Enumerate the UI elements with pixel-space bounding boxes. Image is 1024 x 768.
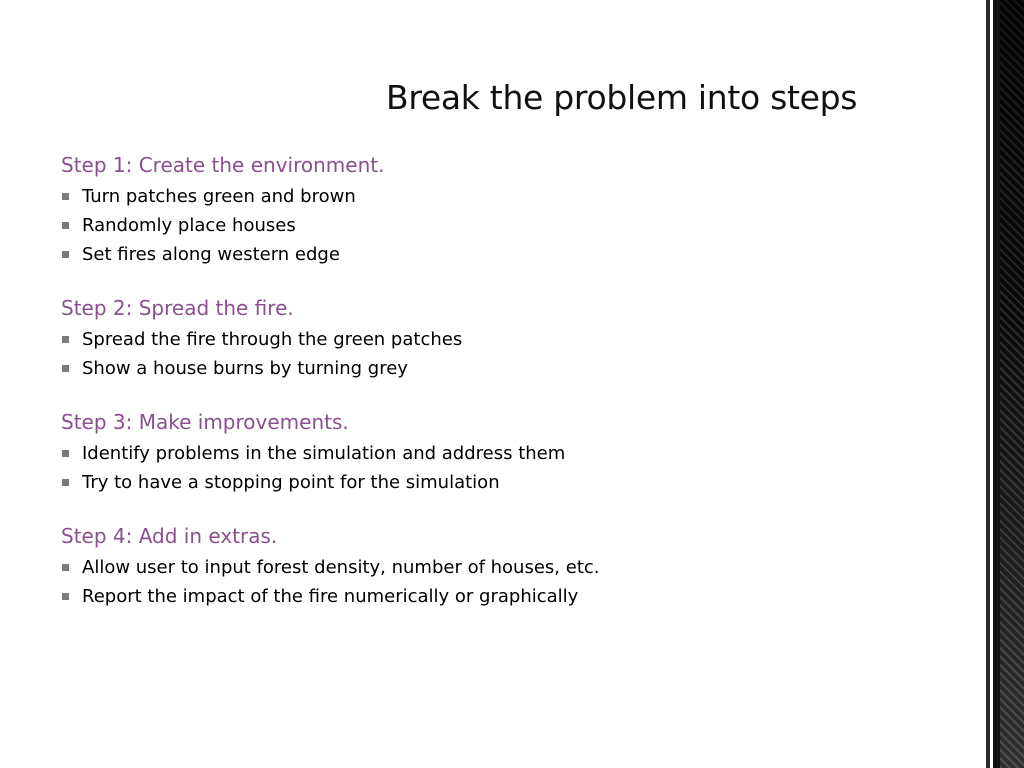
step-1-bullets (61, 182, 921, 269)
bullet-text: Identify problems in the simulation and address them (82, 443, 566, 464)
square-bullet-icon (62, 450, 69, 457)
bullet-item (61, 182, 921, 211)
step-2 (61, 291, 921, 383)
bullet-item (61, 240, 921, 269)
step-4-bullets (61, 553, 921, 611)
bullet-text: Randomly place houses (82, 215, 296, 236)
square-bullet-icon (62, 593, 69, 600)
bullet-item (61, 468, 921, 497)
step-4-heading: Step 4: Add in extras. (61, 524, 278, 548)
bullet-item (61, 211, 921, 240)
bullet-text: Show a house burns by turning grey (82, 358, 408, 379)
step-1-heading: Step 1: Create the environment. (61, 153, 385, 177)
step-4 (61, 519, 921, 611)
bullet-item (61, 439, 921, 468)
bullet-text: Spread the fire through the green patches (82, 329, 463, 350)
step-2-heading: Step 2: Spread the fire. (61, 296, 294, 320)
square-bullet-icon (62, 336, 69, 343)
step-3-heading: Step 3: Make improvements. (61, 410, 349, 434)
square-bullet-icon (62, 222, 69, 229)
bullet-item (61, 553, 921, 582)
border-shading (1000, 0, 1024, 768)
bullet-text: Allow user to input forest density, number of houses, etc. (82, 557, 600, 578)
bullet-item (61, 582, 921, 611)
bullet-text: Turn patches green and brown (82, 186, 356, 207)
square-bullet-icon (62, 564, 69, 571)
slide-title: Break the problem into steps (386, 78, 858, 117)
square-bullet-icon (62, 193, 69, 200)
bullet-item (61, 354, 921, 383)
step-2-bullets (61, 325, 921, 383)
slide-content (61, 148, 921, 633)
step-3-bullets (61, 439, 921, 497)
square-bullet-icon (62, 479, 69, 486)
bullet-item (61, 325, 921, 354)
bullet-text: Report the impact of the fire numerically or graphically (82, 586, 579, 607)
step-3 (61, 405, 921, 497)
step-1 (61, 148, 921, 269)
square-bullet-icon (62, 251, 69, 258)
bullet-text: Try to have a stopping point for the simulation (82, 472, 500, 493)
bullet-text: Set fires along western edge (82, 244, 340, 265)
square-bullet-icon (62, 365, 69, 372)
